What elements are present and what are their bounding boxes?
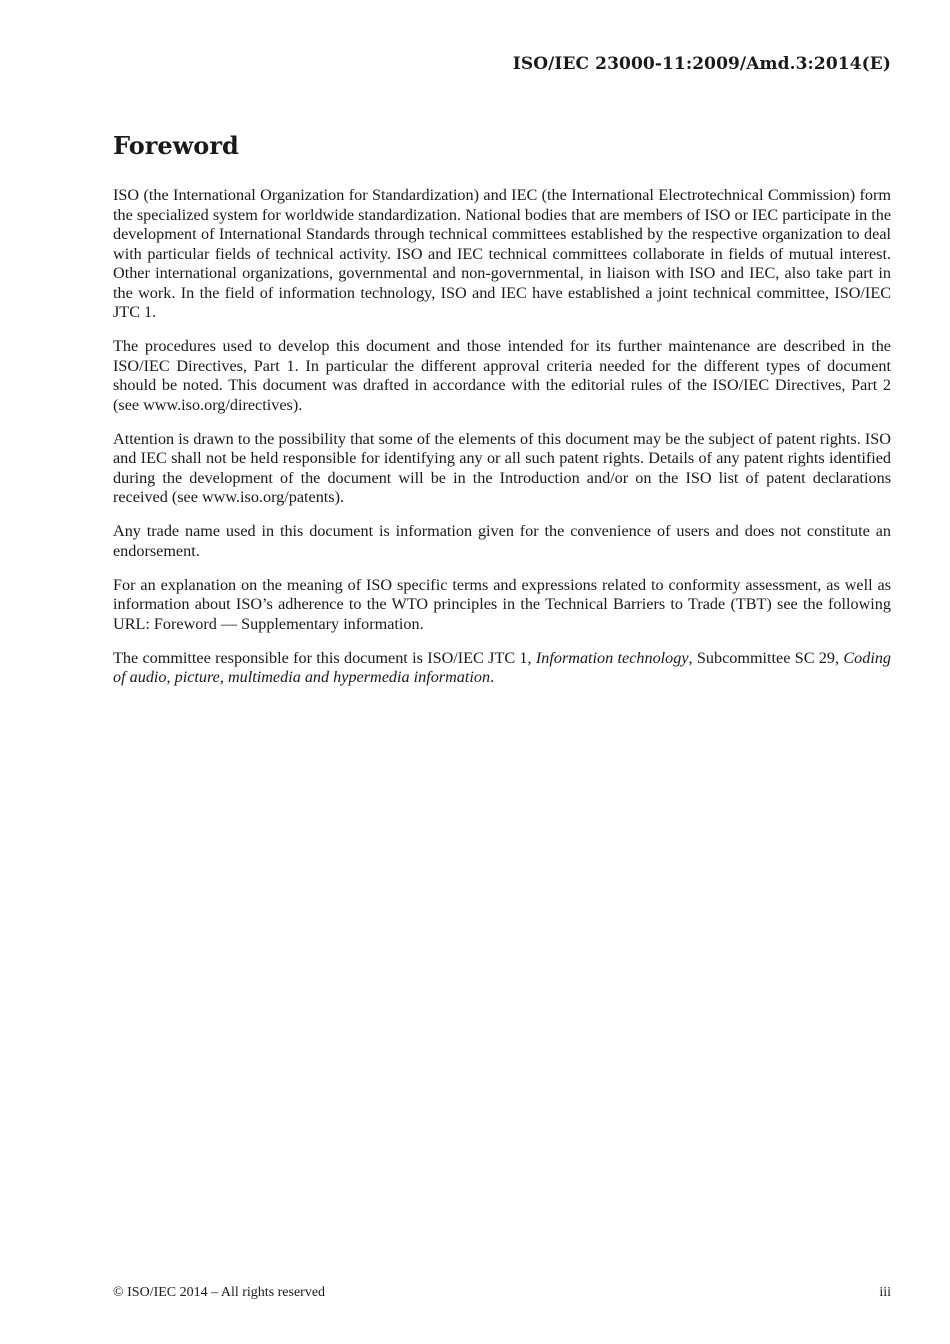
foreword-body <box>113 186 891 702</box>
page-title: Foreword <box>113 131 239 160</box>
committee-text-1: The committee responsible for this document is ISO/IEC JTC 1, <box>113 648 536 667</box>
paragraph-organizations: ISO (the International Organization for Standardization) and IEC (the International Electrotechnical Commission) form the specialized system for worldwide standardization. National bodies that are members of ISO or IEC participate in the development of International Standards through technical committees established by the respective organization to deal with particular fields of technical activity. ISO and IEC technical committees collaborate in fields of mutual interest. Other international organizations, governmental and non-governmental, in liaison with ISO and IEC, also take part in the work. In the field of information technology, ISO and IEC have established a joint technical committee, ISO/IEC JTC 1. <box>113 186 891 321</box>
subcommittee-name: Coding of audio, picture, multimedia and hypermedia information <box>113 648 892 686</box>
committee-text-2: , Subcommittee SC 29, <box>688 648 844 667</box>
footer-page-number: iii <box>879 1285 891 1300</box>
paragraph-procedures: The procedures used to develop this document and those intended for its further maintenance are described in the ISO/IEC Directives, Part 1. In particular the different approval criteria needed for the different types of document should be noted. This document was drafted in accordance with the editorial rules of the ISO/IEC Directives, Part 2 (see www.iso.org/directives). <box>113 337 891 414</box>
committee-text-3: . <box>490 668 495 686</box>
footer-copyright: © ISO/IEC 2014 – All rights reserved <box>113 1285 326 1300</box>
paragraph-patents: Attention is drawn to the possibility that some of the elements of this document may be the subject of patent rights. ISO and IEC shall not be held responsible for identifying any or all such patent rights. Details of any patent rights identified during the development of the document will be in the Introduction and/or on the ISO list of patent declarations received (see www.iso.org/patents). <box>113 429 891 506</box>
paragraph-trade-name: Any trade name used in this document is information given for the convenience of users and does not constitute an endorsement. <box>113 522 891 560</box>
committee-name: Information technology <box>535 648 689 667</box>
paragraph-conformity: For an explanation on the meaning of ISO specific terms and expressions related to conformity assessment, as well as information about ISO’s adherence to the WTO principles in the Technical Barriers to Trade (TBT) see the following URL: Foreword — Supplementary information. <box>113 575 891 633</box>
document-reference: ISO/IEC 23000-11:2009/Amd.3:2014(E) <box>512 54 891 74</box>
paragraph-committee <box>113 649 891 688</box>
